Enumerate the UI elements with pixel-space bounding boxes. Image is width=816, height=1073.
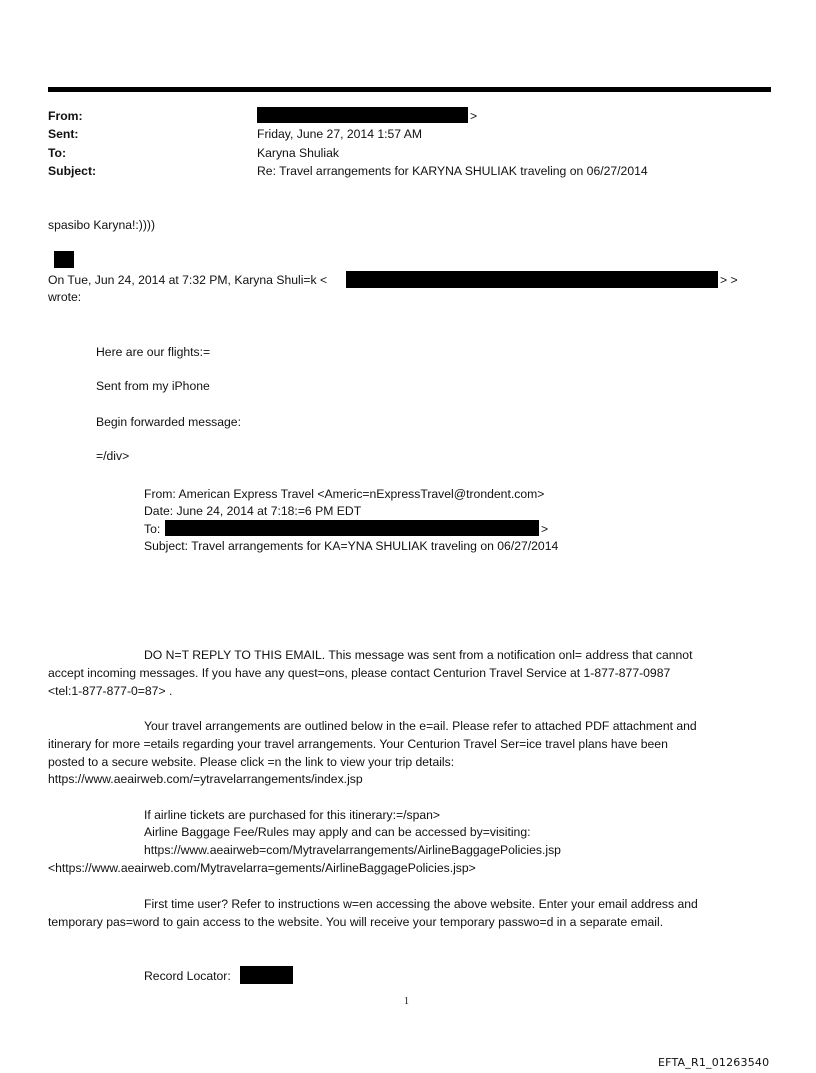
redacted-fwd-to-address [165,520,539,536]
quote-intro-wrote: wrote: [48,290,82,304]
notice-p2-line1: Your travel arrangements are outlined below in the e=ail. Please refer to attached PDF attachment and [144,719,697,733]
notice-p1-line1: DO N=T REPLY TO THIS EMAIL. This message was sent from a notification onl= address that cannot [144,648,693,662]
notice-p3-line2: Airline Baggage Fee/Rules may apply and can be accessed by=visiting: [144,825,531,839]
to-value: Karyna Shuliak [257,146,339,160]
subject-label: Subject: [48,164,97,178]
sent-label: Sent: [48,127,79,141]
fwd-date-line: Date: June 24, 2014 at 7:18:=6 PM EDT [144,504,362,518]
redacted-record-locator [240,966,293,984]
record-locator-label: Record Locator: [144,969,231,983]
notice-p4-line1: First time user? Refer to instructions w=en accessing the above website. Enter your email address and [144,897,698,911]
notice-p4-line2: temporary pas=word to gain access to the website. You will receive your temporary passwo=d in a separate email. [48,915,664,929]
redacted-from-address [257,107,468,123]
redacted-signature [54,251,74,268]
notice-p2-line2: itinerary for more =etails regarding your travel arrangements. Your Centurion Travel Ser=ice travel plans have been [48,737,668,751]
notice-p3-line3: https://www.aeairweb=com/Mytravelarrangements/AirlineBaggagePolicies.jsp [144,843,561,857]
notice-p3-line1: If airline tickets are purchased for this itinerary:=/span> [144,808,441,822]
to-label: To: [48,146,67,160]
document-id: EFTA_R1_01263540 [658,1056,770,1069]
quote-intro-suffix: > > [720,273,738,287]
notice-p2-line3: posted to a secure website. Please click =n the link to view your trip details: [48,755,455,769]
begin-forwarded-line: Begin forwarded message: [96,415,241,429]
notice-p1-line2: accept incoming messages. If you have any quest=ons, please contact Centurion Travel Service at 1-877-877-0987 [48,666,671,680]
flights-line: Here are our flights:= [96,345,211,359]
notice-p1-line3: <tel:1-877-877-0=87> . [48,684,173,698]
div-close-line: =/div> [96,449,130,463]
redacted-sender-email [346,271,718,288]
sent-value: Friday, June 27, 2014 1:57 AM [257,127,423,141]
from-suffix: > [470,109,478,123]
quote-intro-prefix: On Tue, Jun 24, 2014 at 7:32 PM, Karyna Shuli=k < [48,273,328,287]
notice-p2-line4: https://www.aeairweb.com/=ytravelarrangements/index.jsp [48,772,363,786]
fwd-to-suffix: > [541,522,549,536]
page-number: 1 [404,996,409,1007]
sent-from-line: Sent from my iPhone [96,379,210,393]
fwd-from-line: From: American Express Travel <Americ=nExpressTravel@trondent.com> [144,487,545,501]
fwd-to-prefix: To: [144,522,161,536]
fwd-subject-line: Subject: Travel arrangements for KA=YNA SHULIAK traveling on 06/27/2014 [144,539,559,553]
notice-p3-line4: <https://www.aeairweb.com/Mytravelarra=gements/AirlineBaggagePolicies.jsp> [48,861,476,875]
subject-value: Re: Travel arrangements for KARYNA SHULIAK traveling on 06/27/2014 [257,164,648,178]
greeting: spasibo Karyna!:)))) [48,218,156,232]
header-rule [48,87,771,92]
from-label: From: [48,109,83,123]
